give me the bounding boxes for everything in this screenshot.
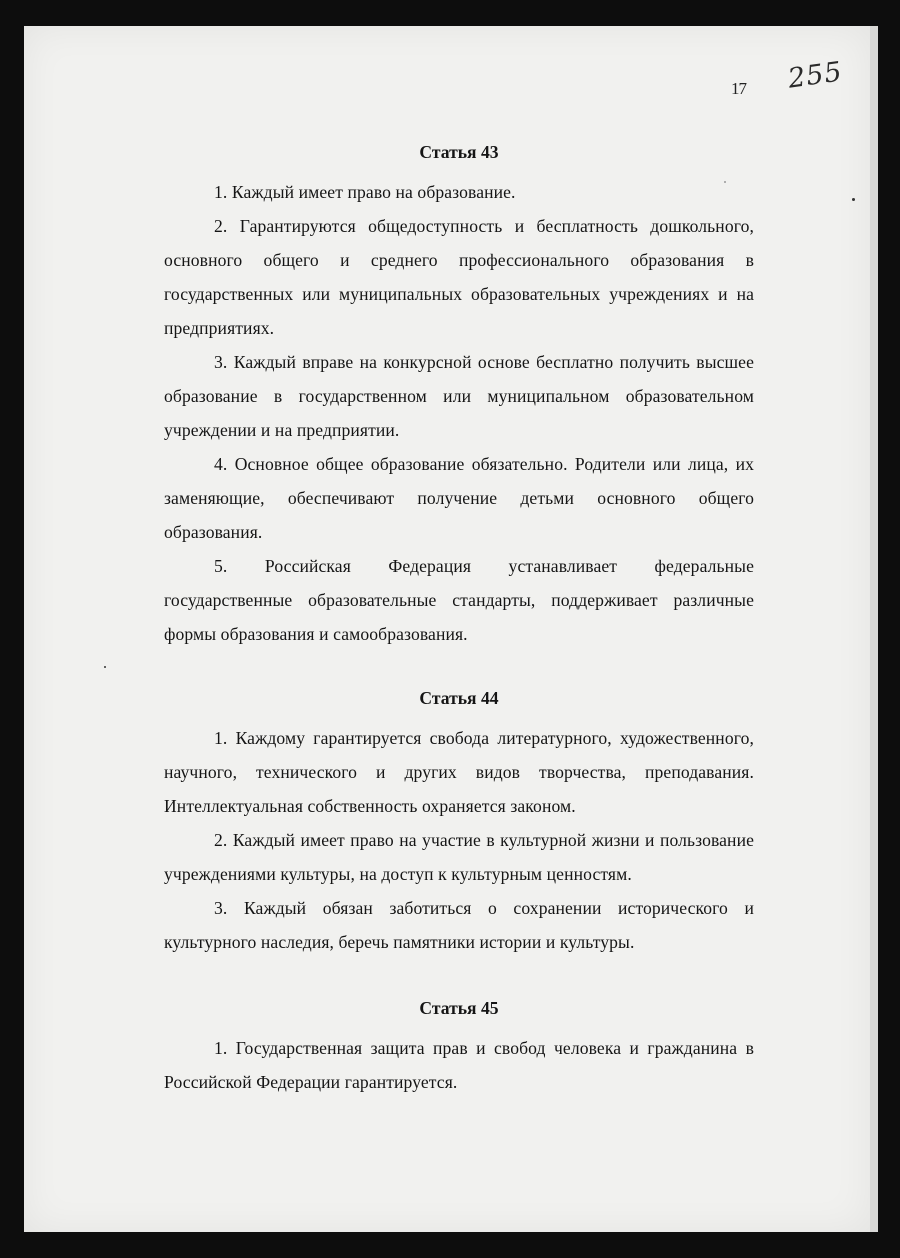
article-45 <box>164 997 754 1099</box>
article-paragraph: 5. Российская Федерация устанавливает федеральные государственные образовательные стандарты, поддерживает различные формы образования и самообразования. <box>164 556 754 644</box>
section-spacer <box>164 651 754 687</box>
scan-speck <box>104 666 106 668</box>
section-spacer <box>164 959 754 997</box>
article-43 <box>164 141 754 651</box>
article-title: Статья 43 <box>419 142 499 162</box>
handwritten-page-number: 255 <box>786 56 845 95</box>
sheet-edge <box>870 26 878 1232</box>
article-paragraph: 1. Государственная защита прав и свобод человека и гражданина в Российской Федерации гарантируется. <box>164 1038 754 1092</box>
article-paragraph: 1. Каждому гарантируется свобода литературного, художественного, научного, технического и других видов творчества, преподавания. Интеллектуальная собственность охраняется законом. <box>164 728 754 816</box>
article-title: Статья 45 <box>419 998 499 1018</box>
scan-speck <box>852 198 855 201</box>
article-paragraph: 4. Основное общее образование обязательно. Родители или лица, их заменяющие, обеспечивают получение детьми основного общего образования. <box>164 454 754 542</box>
article-paragraph: 3. Каждый вправе на конкурсной основе бесплатно получить высшее образование в государственном или муниципальном образовательном учреждении и на предприятии. <box>164 352 754 440</box>
document-body <box>164 141 754 1099</box>
page-number: 17 <box>731 79 746 98</box>
article-44 <box>164 687 754 959</box>
article-title: Статья 44 <box>419 688 499 708</box>
article-paragraph: 1. Каждый имеет право на образование. <box>214 182 516 202</box>
article-paragraph: 2. Гарантируются общедоступность и бесплатность дошкольного, основного общего и среднего профессионального образования в государственных или муниципальных образовательных учреждениях и на предприятиях. <box>164 216 754 338</box>
article-paragraph: 2. Каждый имеет право на участие в культурной жизни и пользование учреждениями культуры, на доступ к культурным ценностям. <box>164 830 754 884</box>
article-paragraph: 3. Каждый обязан заботиться о сохранении исторического и культурного наследия, беречь памятники истории и культуры. <box>164 898 754 952</box>
